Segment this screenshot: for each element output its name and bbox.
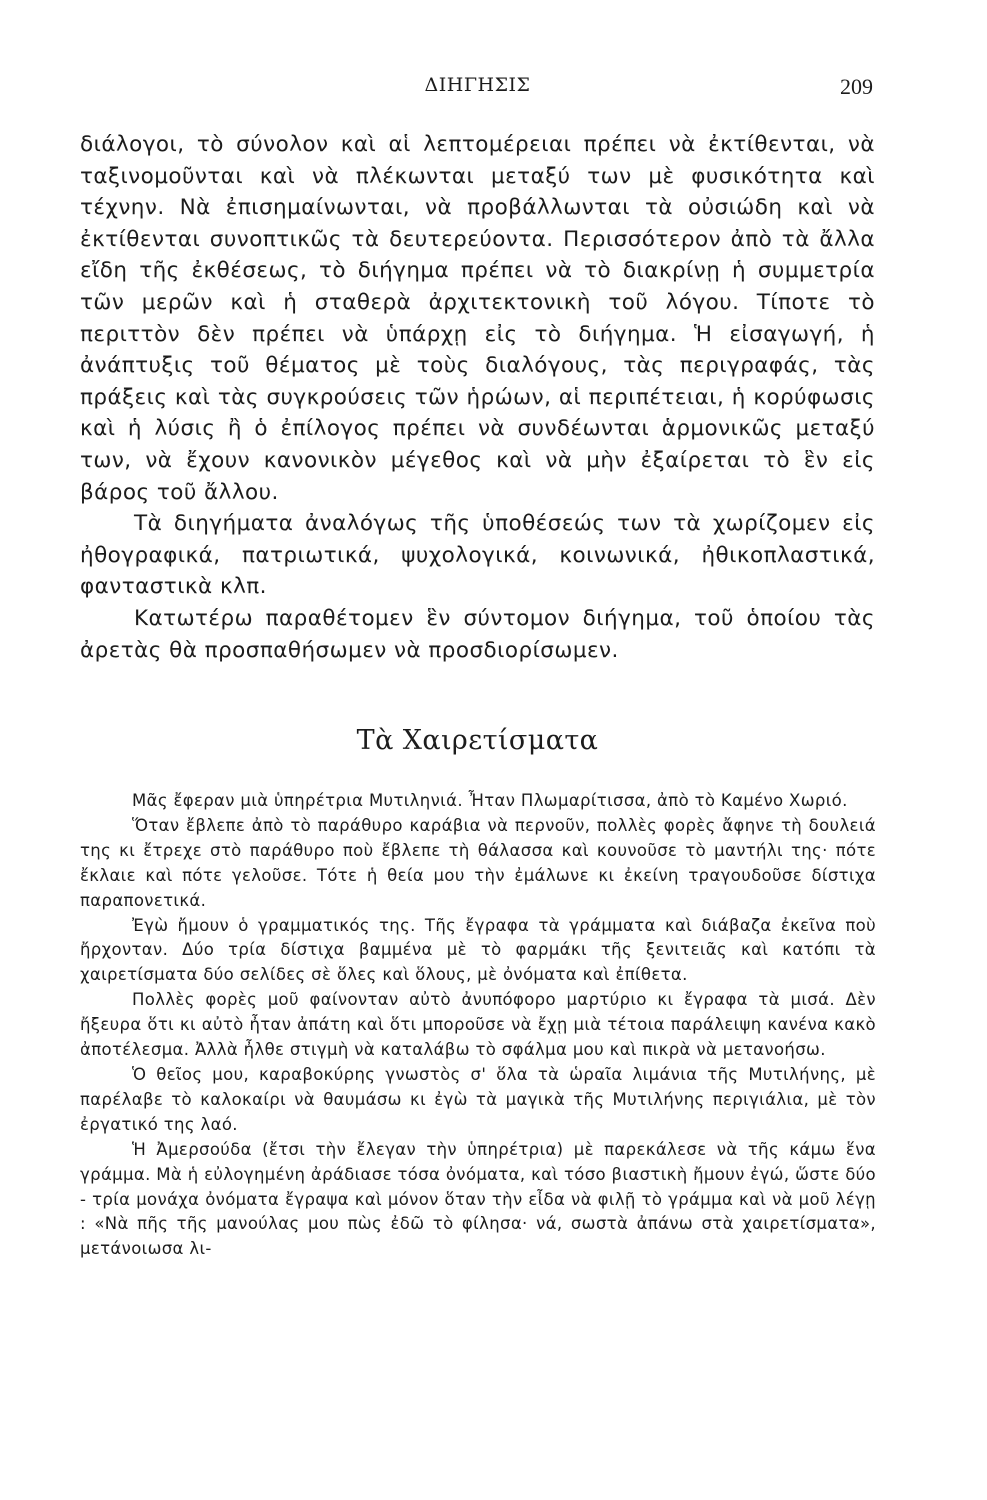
story-paragraph: Ἐγὼ ἤμουν ὁ γραμματικός της. Τῆς ἔγραφα τὰ γράμματα καὶ διάβαζα ἐκεῖνα ποὺ ἤρχονταν. Δύο τρία δίστιχα βαμμένα μὲ τὸ φαρμάκι τῆς ξενιτειᾶς καὶ κατόπι τὰ χαιρετίσματα δύο σελίδες σὲ ὅλες καὶ ὅλους, μὲ ὀνόματα καὶ ἐπίθετα. bbox=[80, 915, 876, 985]
story-paragraph: Ἡ Ἀμερσούδα (ἔτσι τὴν ἔλεγαν τὴν ὑπηρέτρια) μὲ παρεκάλεσε νὰ τῆς κάμω ἕνα γράμμα. Μὰ ἡ εὐλογημένη ἀράδιασε τόσα ὀνόματα, καὶ τόσο βιαστικὴ ἤμουν ἐγώ, ὥστε δύο - τρία μονάχα ὀνόματα ἔγραψα καὶ μόνον ὅταν τὴν εἶδα νὰ φιλῇ τὸ γράμμα καὶ νὰ μοῦ λέγῃ : «Νὰ πῆς τῆς μανούλας μου πὼς ἐδῶ τὸ φίλησα· νά, σωστὰ ἀπάνω στὰ χαιρετίσματα», μετάνοιωσα λι- bbox=[80, 1139, 876, 1259]
paragraph: Τὰ διηγήματα ἀναλόγως τῆς ὑποθέσεώς των τὰ χωρίζομεν εἰς ἠθογραφικά, πατριωτικά, ψυχολογικά, κοινωνικά, ἠθικοπλαστικά, φανταστικὰ κλπ. bbox=[80, 511, 875, 600]
story-title: Τὰ Χαιρετίσματα bbox=[356, 725, 599, 756]
main-text-body bbox=[80, 129, 875, 666]
story-paragraph: Ὅταν ἔβλεπε ἀπὸ τὸ παράθυρο καράβια νὰ περνοῦν, πολλὲς φορὲς ἄφηνε τὴ δουλειά της κι ἔτρεχε στὸ παράθυρο ποὺ ἔβλεπε τὴ θάλασσα καὶ κουνοῦσε τὸ μαντήλι της· πότε ἔκλαιε καὶ πότε γελοῦσε. Τότε ἡ θεία μου τὴν ἐμάλωνε κι ἐκείνη τραγουδοῦσε δίστιχα παραπονετικά. bbox=[80, 815, 876, 910]
story-paragraph: Πολλὲς φορὲς μοῦ φαίνονταν αὐτὸ ἀνυπόφορο μαρτύριο κι ἔγραφα τὰ μισά. Δὲν ἤξευρα ὅτι κι αὐτὸ ἦταν ἀπάτη καὶ ὅτι μποροῦσε νὰ ἔχῃ μιὰ τέτοια παράλειψη κανένα κακὸ ἀποτέλεσμα. Ἀλλὰ ἦλθε στιγμὴ νὰ καταλάβω τὸ σφάλμα μου καὶ πικρὰ νὰ μετανοήσω. bbox=[80, 990, 876, 1060]
paragraph: Κατωτέρω παραθέτομεν ἓν σύντομον διήγημα, τοῦ ὁποίου τὰς ἀρετὰς θὰ προσπαθήσωμεν νὰ προσδιορίσωμεν. bbox=[80, 605, 875, 663]
story-text-body bbox=[80, 789, 876, 1262]
running-header bbox=[80, 74, 875, 104]
story-paragraph: Μᾶς ἔφεραν μιὰ ὑπηρέτρια Μυτιληνιά. Ἦταν Πλωμαρίτισσα, ἀπὸ τὸ Καμένο Χωριό. bbox=[132, 791, 848, 810]
story-paragraph: Ὁ θεῖος μου, καραβοκύρης γνωστὸς σ' ὅλα τὰ ὡραῖα λιμάνια τῆς Μυτιλήνης, μὲ παρέλαβε τὸ καλοκαίρι νὰ θαυμάσω κι ἐγὼ τὰ μαγικὰ τῆς Μυτιλήνης περιγιάλια, μὲ τὸν ἐργατικό της λαό. bbox=[80, 1064, 876, 1134]
page-number: 209 bbox=[840, 74, 873, 99]
running-title: ΔΙΗΓΗΣΙΣ bbox=[424, 74, 531, 96]
paragraph: διάλογοι, τὸ σύνολον καὶ αἱ λεπτομέρειαι πρέπει νὰ ἐκτίθενται, νὰ ταξινομοῦνται καὶ νὰ πλέκωνται μεταξύ των μὲ φυσικότητα καὶ τέχνην. Νὰ ἐπισημαίνωνται, νὰ προβάλλωνται τὰ οὐσιώδη καὶ νὰ ἐκτίθενται συνοπτικῶς τὰ δευτερεύοντα. Περισσότερον ἀπὸ τὰ ἄλλα εἴδη τῆς ἐκθέσεως, τὸ διήγημα πρέπει νὰ τὸ διακρίνῃ ἡ συμμετρία τῶν μερῶν καὶ ἡ σταθερὰ ἀρχιτεκτονικὴ τοῦ λόγου. Τίποτε τὸ περιττὸν δὲν πρέπει νὰ ὑπάρχῃ εἰς τὸ διήγημα. Ἡ εἰσαγωγή, ἡ ἀνάπτυξις τοῦ θέματος μὲ τοὺς διαλόγους, τὰς περιγραφάς, τὰς πράξεις καὶ τὰς συγκρούσεις τῶν ἡρώων, αἱ περιπέτειαι, ἡ κορύφωσις καὶ ἡ λύσις ἢ ὁ ἐπίλογος πρέπει νὰ συνδέωνται ἁρμονικῶς μεταξύ των, νὰ ἔχουν κανονικὸν μέγεθος καὶ νὰ μὴν ἐξαίρεται τὸ ἓν εἰς βάρος τοῦ ἄλλου. bbox=[80, 132, 875, 505]
